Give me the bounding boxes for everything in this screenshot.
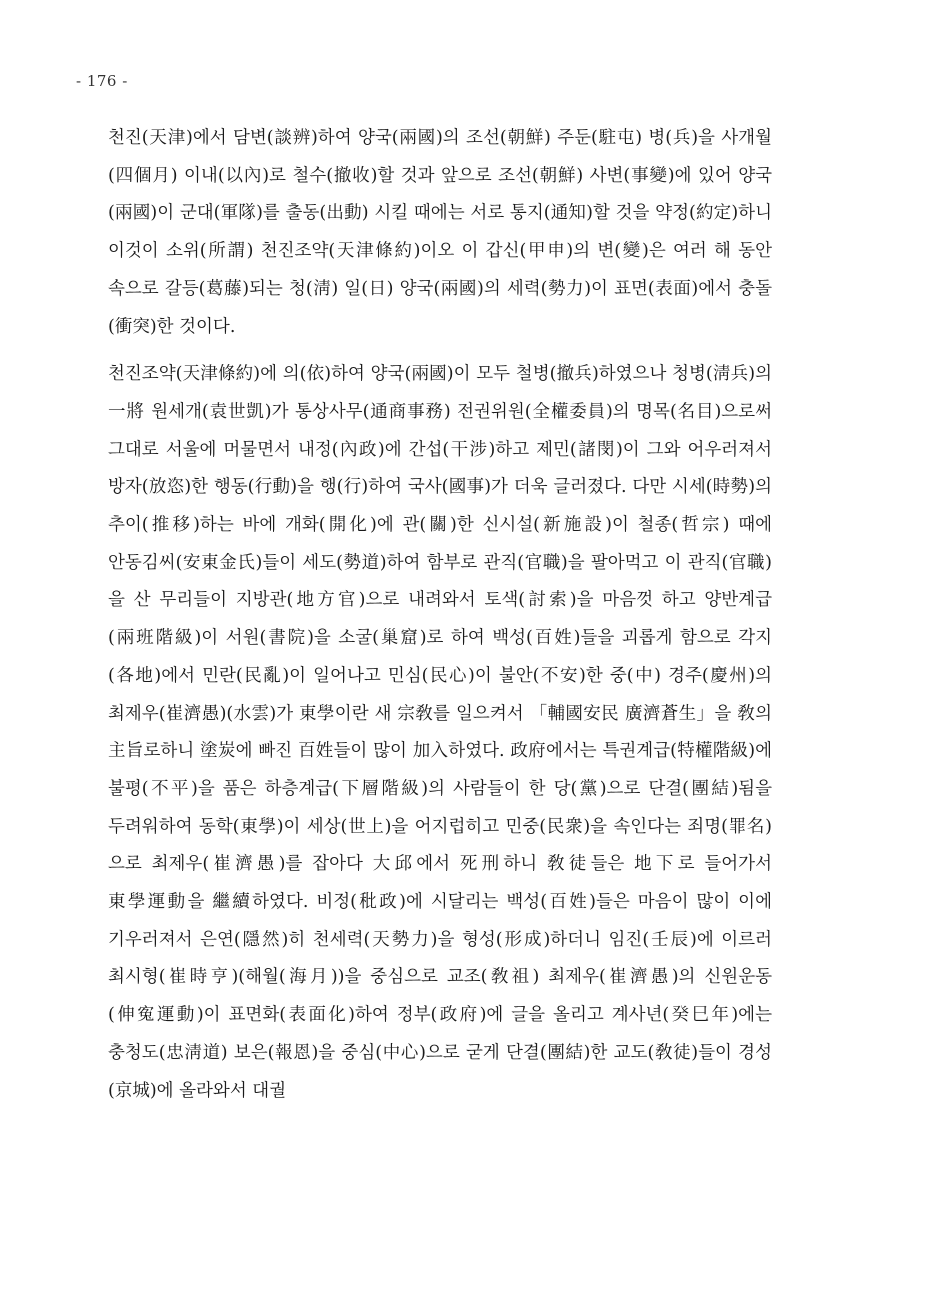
paragraph-1: 천진(天津)에서 담변(談辨)하여 양국(兩國)의 조선(朝鮮) 주둔(駐屯) 병(兵)을 사개월(四個月) 이내(以內)로 철수(撤收)할 것과 앞으로 조선(朝鮮) 사변(事變)에 있어 양국(兩國)이 군대(軍隊)를 출동(出動) 시킬 때에는 서로 통지(通知)할 것을 약정(約定)하니 이것이 소위(所謂) 천진조약(天津條約)이오 이 갑신(甲申)의 변(變)은 여러 해 동안 속으로 갈등(葛藤)되는 청(淸) 일(日) 양국(兩國)의 세력(勢力)이 표면(表面)에서 충돌(衝突)한 것이다. [108,128,772,337]
paragraph-2: 천진조약(天津條約)에 의(依)하여 양국(兩國)이 모두 철병(撤兵)하였으나 청병(淸兵)의 一將 원세개(袁世凱)가 통상사무(通商事務) 전권위원(全權委員)의 명목(名目)으로써 그대로 서울에 머물면서 내정(內政)에 간섭(干涉)하고 제민(諸閔)이 그와 어우러져서 방자(放恣)한 행동(行動)을 행(行)하여 국사(國事)가 더욱 글러졌다. 다만 시세(時勢)의 추이(推移)하는 바에 개화(開化)에 관(關)한 신시설(新施設)이 철종(哲宗) 때에 안동김씨(安東金氏)들이 세도(勢道)하여 함부로 관직(官職)을 팔아먹고 이 관직(官職)을 산 무리들이 지방관(地方官)으로 내려와서 토색(討索)을 마음껏 하고 양반계급(兩班階級)이 서원(書院)을 소굴(巢窟)로 하여 백성(百姓)들을 괴롭게 함으로 각지(各地)에서 민란(民亂)이 일어나고 민심(民心)이 불안(不安)한 중(中) 경주(慶州)의 최제우(崔濟愚)(水雲)가 東學이란 새 宗敎를 일으켜서 「輔國安民 廣濟蒼生」을 敎의 主旨로하니 塗炭에 빠진 百姓들이 많이 加入하였다. 政府에서는 특권계급(特權階級)에 불평(不平)을 품은 하층계급(下層階級)의 사람들이 한 당(黨)으로 단결(團結)됨을 두려워하여 동학(東學)이 세상(世上)을 어지럽히고 민중(民衆)을 속인다는 죄명(罪名)으로 최제우(崔濟愚)를 잡아다 大邱에서 死刑하니 敎徒들은 地下로 들어가서 東學運動을 繼續하였다. 비정(秕政)에 시달리는 백성(百姓)들은 마음이 많이 이에 기우러져서 은연(隱然)히 천세력(天勢力)을 형성(形成)하더니 임진(壬辰)에 이르러 최시형(崔時亨)(해월(海月))을 중심으로 교조(敎祖) 최제우(崔濟愚)의 신원운동(伸寃運動)이 표면화(表面化)하여 정부(政府)에 글을 올리고 계사년(癸巳年)에는 충청도(忠淸道) 보은(報恩)을 중심(中心)으로 굳게 단결(團結)한 교도(敎徒)들이 경성(京城)에 올라와서 대궐 [108,364,772,1101]
page-number: - 176 - [76,72,128,90]
text-body [108,120,772,1110]
